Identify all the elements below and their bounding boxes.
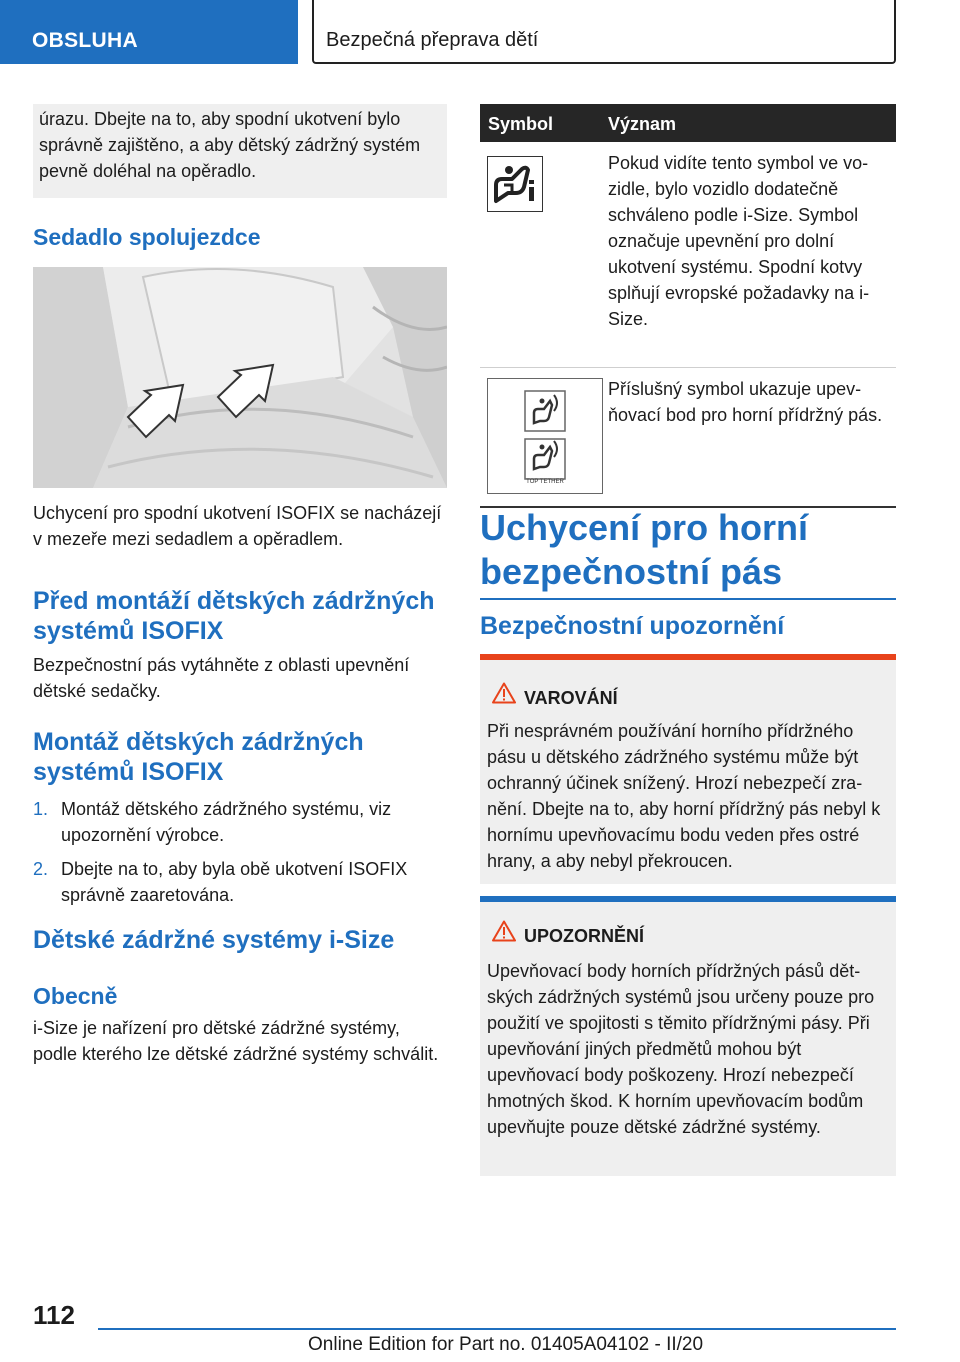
step-number: 1. xyxy=(33,799,49,819)
before-mounting-heading: Před montáží dětských zádržných systémů ISOFIX xyxy=(33,587,435,645)
list-item xyxy=(33,856,447,908)
continued-note xyxy=(33,104,447,198)
warning-icon xyxy=(492,682,516,709)
seat-isofix-image xyxy=(33,267,447,488)
mounting-heading: Montáž dětských zádržných systémů ISOFIX xyxy=(33,728,364,786)
isize-heading: Dětské zádržné systémy i-Size xyxy=(33,926,395,954)
table-row xyxy=(480,368,896,508)
mounting-steps xyxy=(33,796,447,916)
table-row xyxy=(480,142,896,368)
general-heading: Obecně xyxy=(33,983,118,1009)
chapter-title: Bezpečná přeprava dětí xyxy=(326,29,539,51)
safety-heading: Bezpečnostní upozornění xyxy=(480,612,785,640)
before-mounting-text: Bezpečnostní pás vytáhněte z oblasti upevnění dětské sedačky. xyxy=(33,655,410,701)
caution-icon xyxy=(492,920,516,947)
list-item xyxy=(33,796,447,848)
step-text: Montáž dětského zádržného systému, viz upozornění výrobce. xyxy=(61,799,392,845)
symbol-meaning-text: Příslušný symbol ukazuje upevňovací bod pro horní přídržný pás. xyxy=(608,379,883,425)
chapter-tab xyxy=(312,0,896,64)
warning-text: Při nesprávném používání horního přídržného pásu u dětského zádržného systému může být ochranný účinek snížený. Hrozí nebezpečí zranění. Dbejte na to, aby horní přídržný pás nebyl k hornímu upevňovacímu bodu veden přes ostré hrany, a aby nebyl překroucen. xyxy=(487,721,881,871)
page-number: 112 xyxy=(33,1300,75,1330)
symbol-meaning-text: Pokud vidíte tento symbol ve vozidle, bylo vozidlo dodatečně schváleno podle i-Size. Symbol označuje upevnění pro dolní ukotvení systému. Spodní kotvy splňují evropské požadavky na i-Size. xyxy=(608,153,870,329)
isofix-i-size-icon xyxy=(487,156,543,212)
edition-text: Online Edition for Part no. 01405A04102 - II/20 xyxy=(308,1334,704,1355)
column-header-symbol: Symbol xyxy=(488,114,554,134)
table-header xyxy=(480,104,896,142)
warning-box xyxy=(480,654,896,884)
top-tether-label: TOP TETHER xyxy=(526,479,564,485)
top-tether-icon xyxy=(487,378,603,494)
notice-text: Upevňovací body horních přídržných pásů dětských zádržných systémů jsou určeny pouze pro použití ve spojitosti s těmito přídržnými pásy. Při upevňování jiných předmětů mohou být upevňovací body poškozeny. Hrozí nebezpečí hmotných škod. K horním upevňovacím bodům upevňujte pouze dětské zádržné systémy. xyxy=(487,961,875,1137)
note-text: úrazu. Dbejte na to, aby spodní ukotvení bylo správně zajištěno, a aby dětský zádržný systém pevně doléhal na opěradlo. xyxy=(39,109,421,181)
seat-caption: Uchycení pro spodní ukotvení ISOFIX se nacházejí v mezeře mezi sedadlem a opěradlem. xyxy=(33,503,442,549)
section-tab xyxy=(0,0,298,64)
notice-box xyxy=(480,896,896,1176)
step-text: Dbejte na to, aby byla obě ukotvení ISOFIX správně zaaretována. xyxy=(61,859,408,905)
section-title: OBSLUHA xyxy=(32,29,138,52)
footer-rule xyxy=(98,1328,896,1330)
notice-title: UPOZORNĚNÍ xyxy=(524,926,645,946)
top-tether-heading: Uchycení pro horní bezpečnostní pás xyxy=(480,506,896,600)
column-header-meaning: Význam xyxy=(608,114,677,134)
general-text: i-Size je nařízení pro dětské zádržné systémy, podle kterého lze dětské zádržné systémy schválit. xyxy=(33,1018,439,1064)
warning-title: VAROVÁNÍ xyxy=(524,688,618,708)
symbol-table xyxy=(480,104,896,508)
seat-heading: Sedadlo spolujezdce xyxy=(33,224,261,250)
step-number: 2. xyxy=(33,859,49,879)
